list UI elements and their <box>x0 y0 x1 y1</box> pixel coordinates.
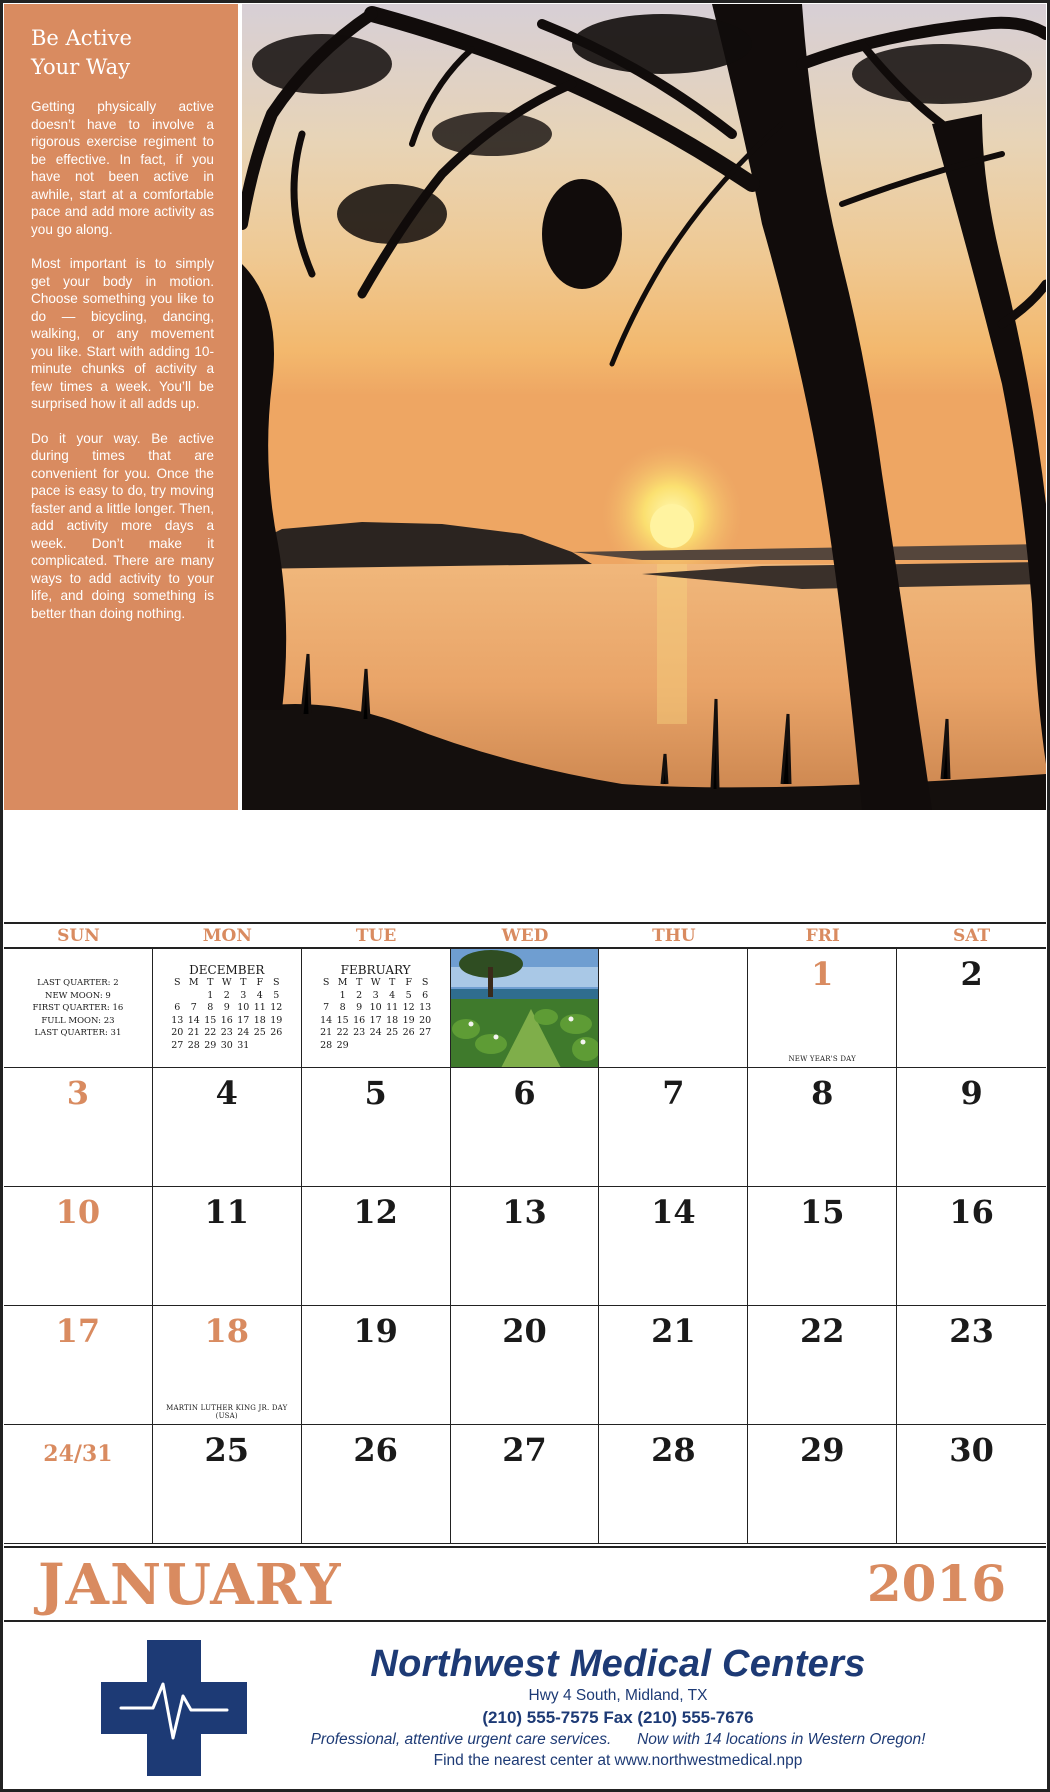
holiday-label: NEW YEAR'S DAY <box>788 1055 856 1063</box>
mini-calendar-day: 12 <box>270 1002 283 1013</box>
day-number: 28 <box>651 1431 696 1469</box>
day-cell <box>599 1068 748 1187</box>
day-cell <box>897 1306 1046 1425</box>
mini-calendar-day: 14 <box>187 1014 200 1026</box>
mini-calendar-day: 25 <box>253 1027 266 1038</box>
mini-calendar-day: 14 <box>320 1014 333 1026</box>
day-cell <box>599 1425 748 1544</box>
mini-calendar-weekday: W <box>221 977 232 988</box>
moon-phase: NEW MOON: 9 <box>45 990 111 1001</box>
day-cell <box>748 949 897 1068</box>
weekday-fri: FRI <box>805 926 840 946</box>
calendar-grid <box>4 922 1046 1544</box>
weekday-sun: SUN <box>57 926 100 946</box>
mini-calendar-day: 19 <box>402 1014 415 1026</box>
article-paragraph: Most important is to simply get your body in motion. Choose something you like to do — bicycling, dancing, walking, or any movement you like. Start with adding 10-minute chunks of activity a few times a week. You’ll be surprised how it all adds up. <box>31 256 214 411</box>
day-number: 25 <box>204 1431 250 1469</box>
mini-calendar-day: 11 <box>253 1002 266 1013</box>
mini-calendar-day: 22 <box>204 1027 217 1038</box>
day-number: 9 <box>960 1074 983 1112</box>
mini-calendar-day: 10 <box>237 1002 250 1013</box>
day-cell <box>153 1068 302 1187</box>
day-number: 3 <box>66 1074 90 1112</box>
day-cell <box>4 1187 153 1306</box>
mini-calendar-day <box>384 1040 401 1053</box>
mini-calendar-day: 2 <box>223 989 230 1001</box>
day-number: 2 <box>960 955 983 993</box>
day-number: 27 <box>502 1431 547 1469</box>
mini-calendar-day: 24 <box>237 1027 250 1038</box>
day-grid <box>4 949 1046 1544</box>
day-cell <box>599 1187 748 1306</box>
mini-calendar-day: 24 <box>369 1027 382 1038</box>
mini-calendar-title: DECEMBER <box>189 963 265 977</box>
moon-phases-cell <box>4 949 153 1068</box>
day-number: 11 <box>204 1193 250 1231</box>
day-cell <box>153 1306 302 1425</box>
day-number: 10 <box>55 1193 101 1231</box>
mini-calendar-day: 1 <box>339 989 346 1001</box>
mini-calendar-day: 8 <box>207 1002 214 1013</box>
mini-calendar-weekday: S <box>174 977 181 988</box>
day-cell <box>153 1187 302 1306</box>
mini-calendar-table <box>169 977 285 1052</box>
moon-phase: FULL MOON: 23 <box>41 1015 115 1026</box>
day-cell <box>451 1425 600 1544</box>
mini-calendar-day: 21 <box>320 1027 333 1038</box>
moon-phase: FIRST QUARTER: 16 <box>32 1003 124 1013</box>
mini-calendar-day: 7 <box>323 1002 330 1013</box>
day-number: 22 <box>799 1312 845 1350</box>
business-website: Find the nearest center at www.northwestmedical.npp <box>433 1752 803 1769</box>
day-number: 8 <box>811 1074 834 1112</box>
day-number: 23 <box>949 1312 994 1350</box>
day-cell <box>748 1187 897 1306</box>
mini-calendar-day: 30 <box>220 1039 233 1051</box>
mini-calendar-day: 21 <box>187 1027 200 1038</box>
sunset-photo <box>242 4 1046 810</box>
month-year-bar <box>4 1546 1046 1622</box>
article-paragraph: Getting physically active doesn’t have to involve a rigorous exercise regiment to be effective. In fact, if you have not been active in awhile, start at a comfortable pace and add more activity as you go along. <box>31 99 214 237</box>
article-title-line2: Your Way <box>31 55 131 79</box>
sponsor-ad <box>4 1624 1046 1788</box>
article-title <box>31 24 214 82</box>
mini-calendar-day: 28 <box>320 1039 333 1051</box>
mini-calendar-weekday: M <box>188 977 199 988</box>
day-cell <box>897 1187 1046 1306</box>
mini-calendar-day: 6 <box>174 1002 181 1013</box>
day-number: 19 <box>353 1312 398 1350</box>
mini-calendar-day: 27 <box>171 1039 184 1051</box>
mini-calendar-day: 15 <box>204 1014 217 1026</box>
day-number: 1 <box>811 955 834 993</box>
mini-calendar-day <box>367 1040 384 1053</box>
day-number: 7 <box>662 1074 685 1112</box>
mini-calendar-day: 18 <box>253 1014 266 1026</box>
mini-calendar-weekday: T <box>207 977 214 988</box>
day-number: 21 <box>651 1312 696 1350</box>
mini-calendar-day: 25 <box>386 1027 399 1038</box>
day-cell <box>599 1306 748 1425</box>
top-section <box>4 4 1046 810</box>
moon-phase: LAST QUARTER: 31 <box>34 1028 122 1038</box>
mini-calendar-day: 9 <box>356 1002 363 1013</box>
day-cell <box>748 1306 897 1425</box>
day-number: 12 <box>353 1193 398 1231</box>
day-number: 26 <box>353 1431 398 1469</box>
article-title-line1: Be Active <box>31 26 132 50</box>
mini-calendar-day: 6 <box>422 989 429 1001</box>
mini-calendar-weekday: S <box>273 977 280 988</box>
mini-calendar-day: 17 <box>237 1014 250 1026</box>
article-panel <box>4 4 238 810</box>
mini-calendar-day: 26 <box>402 1027 415 1038</box>
day-number: 29 <box>799 1431 845 1469</box>
mini-calendar-weekday: T <box>388 977 396 988</box>
mini-calendar-day: 19 <box>270 1014 283 1026</box>
mini-calendar-day: 9 <box>223 1002 230 1013</box>
day-number: 17 <box>55 1312 101 1350</box>
day-cell <box>4 1306 153 1425</box>
day-cell <box>302 1306 451 1425</box>
mini-calendar-day: 23 <box>220 1027 233 1038</box>
mini-calendar-day: 22 <box>336 1027 349 1038</box>
day-cell-empty <box>599 949 748 1068</box>
mini-calendar-weekday: S <box>322 977 330 988</box>
mini-calendar-day: 29 <box>204 1039 217 1051</box>
mini-calendar-day: 1 <box>207 989 214 1001</box>
day-number: 5 <box>364 1074 387 1112</box>
mini-calendar-weekday: T <box>240 977 247 988</box>
day-number: 6 <box>513 1074 536 1112</box>
day-cell <box>748 1068 897 1187</box>
month-name: JANUARY <box>38 1552 342 1618</box>
day-number: 16 <box>949 1193 994 1231</box>
mini-calendar-weekday: W <box>370 977 381 988</box>
day-number: 14 <box>651 1193 696 1231</box>
mini-calendar-day <box>268 1040 285 1053</box>
business-name: Northwest Medical Centers <box>370 1643 866 1685</box>
garden-thumbnail-photo <box>451 949 600 1068</box>
weekday-header <box>4 922 1046 949</box>
article-paragraph: Do it your way. Be active during times that are convenient for you. Once the pace is easy to do, try moving faster and a little longer. Then, add activity more days a week. Don’t make it complicated. There are many ways to add activity to your life, and doing something is better than doing nothing. <box>31 430 214 621</box>
day-number: 18 <box>204 1312 250 1350</box>
mini-calendar-day: 17 <box>369 1014 382 1026</box>
mini-calendar-weekday: T <box>355 977 363 988</box>
mini-calendar-day: 23 <box>353 1027 366 1038</box>
medical-cross-heartbeat-icon <box>101 1640 247 1776</box>
mini-calendar-day: 26 <box>270 1027 283 1038</box>
mini-calendar-day: 3 <box>372 989 379 1001</box>
mini-calendar-december <box>153 949 302 1068</box>
mini-calendar-day <box>351 1040 368 1053</box>
weekday-tue: TUE <box>355 926 397 946</box>
mini-calendar-weekday: F <box>405 977 412 988</box>
day-cell <box>302 1425 451 1544</box>
mini-calendar-day: 10 <box>369 1002 382 1013</box>
mini-calendar-day: 27 <box>419 1027 432 1038</box>
mini-calendar-day <box>400 1040 417 1053</box>
business-phone: (210) 555-7575 Fax (210) 555-7676 <box>482 1708 754 1727</box>
mini-calendar-day: 29 <box>336 1039 349 1051</box>
mini-calendar-weekday: S <box>421 977 429 988</box>
mini-calendar-day: 3 <box>240 989 247 1001</box>
mini-calendar-day <box>169 990 186 1003</box>
business-tagline: Professional, attentive urgent care services. Now with 14 locations in Western Oregon! <box>310 1731 926 1748</box>
mini-calendar-day: 13 <box>171 1014 184 1026</box>
weekday-sat: SAT <box>952 926 991 946</box>
day-number: 15 <box>799 1193 845 1231</box>
business-address: Hwy 4 South, Midland, TX <box>528 1687 708 1704</box>
mini-calendar-february <box>302 949 451 1068</box>
mini-calendar-day: 20 <box>419 1014 432 1026</box>
day-number: 30 <box>949 1431 994 1469</box>
mini-calendar-title: FEBRUARY <box>340 963 411 977</box>
mini-calendar-day: 15 <box>336 1014 349 1026</box>
mini-calendar-day: 7 <box>190 1002 197 1013</box>
day-number: 13 <box>502 1193 547 1231</box>
day-number: 20 <box>502 1312 547 1350</box>
mini-calendar-day: 2 <box>356 989 363 1001</box>
mini-calendar-day: 13 <box>419 1002 432 1013</box>
year: 2016 <box>866 1554 1006 1613</box>
holiday-label: MARTIN LUTHER KING JR. DAY (USA) <box>166 1404 288 1420</box>
mini-calendar-day: 5 <box>405 989 412 1001</box>
day-cell <box>897 1425 1046 1544</box>
mini-calendar-day: 20 <box>171 1027 184 1038</box>
mini-calendar-day <box>252 1040 269 1053</box>
mini-calendar-day: 18 <box>386 1014 399 1026</box>
mini-calendar-day: 8 <box>339 1002 346 1013</box>
mini-calendar-day <box>318 990 335 1003</box>
mini-calendar-day: 28 <box>187 1039 200 1051</box>
day-number: 24/31 <box>43 1441 113 1467</box>
mini-calendar-table <box>318 977 434 1052</box>
day-cell <box>897 949 1046 1068</box>
mini-calendar-day: 16 <box>353 1014 366 1026</box>
mini-calendar-weekday: F <box>256 977 264 988</box>
mini-calendar-day: 16 <box>220 1014 233 1026</box>
weekday-wed: WED <box>501 926 549 946</box>
mini-calendar-day <box>417 1040 434 1053</box>
mini-calendar-day <box>186 990 203 1003</box>
day-cell <box>451 1068 600 1187</box>
mini-calendar-weekday: M <box>337 977 348 988</box>
day-number: 4 <box>215 1074 238 1112</box>
mini-calendar-day: 11 <box>386 1002 399 1013</box>
weekday-thu: THU <box>652 926 696 946</box>
moon-phase: LAST QUARTER: 2 <box>37 978 119 988</box>
day-cell <box>897 1068 1046 1187</box>
mini-calendar-day: 31 <box>237 1039 250 1051</box>
day-cell <box>153 1425 302 1544</box>
day-cell <box>4 1068 153 1187</box>
day-cell <box>748 1425 897 1544</box>
mini-calendar-day: 5 <box>273 989 280 1001</box>
day-cell <box>4 1425 153 1544</box>
mini-calendar-day: 4 <box>256 989 263 1001</box>
day-cell <box>451 1187 600 1306</box>
mini-calendar-day: 4 <box>389 989 396 1001</box>
day-cell <box>302 1187 451 1306</box>
weekday-mon: MON <box>202 926 252 946</box>
day-cell <box>302 1068 451 1187</box>
mini-calendar-day: 12 <box>402 1002 415 1013</box>
day-cell <box>451 1306 600 1425</box>
business-info <box>254 1642 982 1772</box>
